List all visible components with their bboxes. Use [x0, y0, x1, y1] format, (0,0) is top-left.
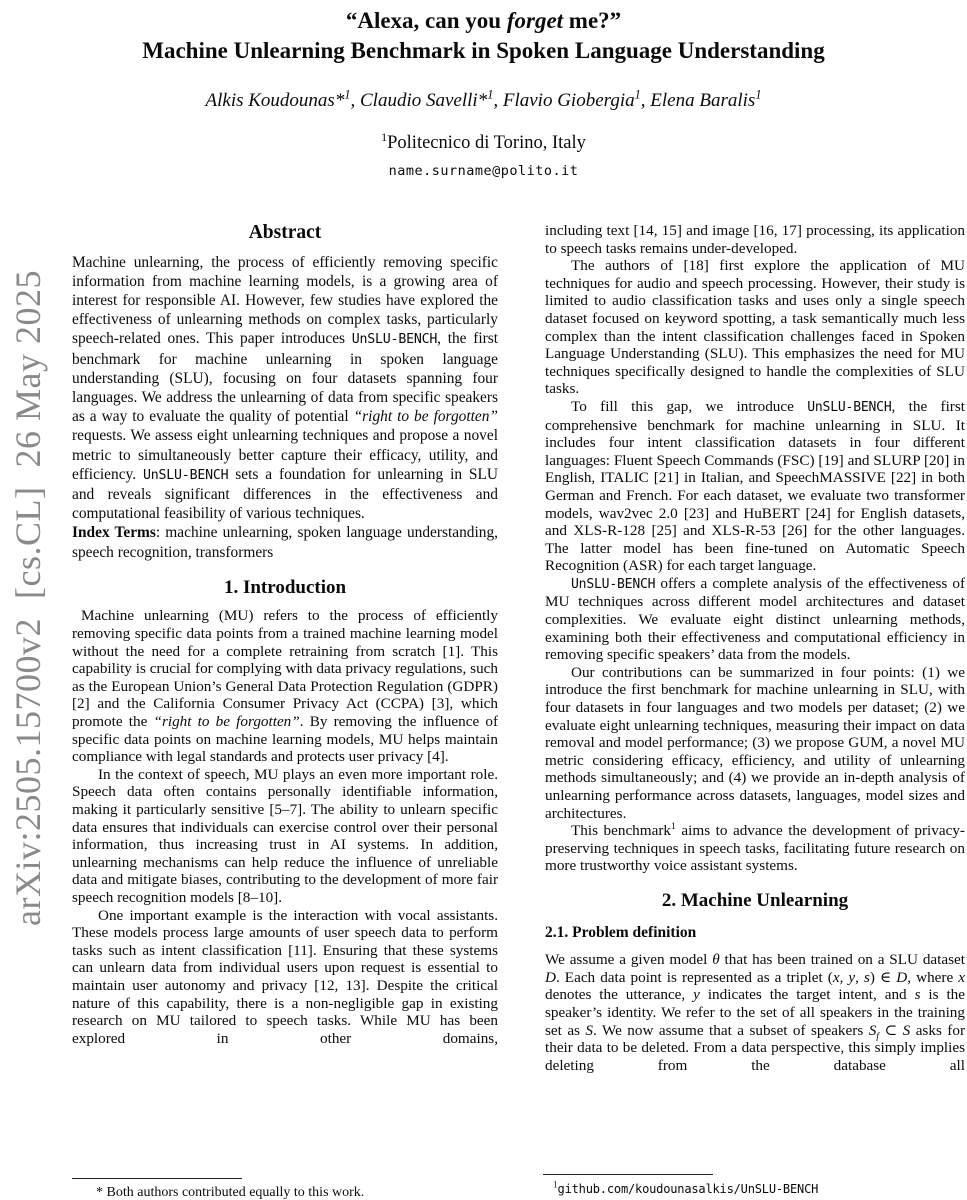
left-column	[72, 222, 498, 1174]
right-paragraph-continuation: including text [14, 15] and image [16, 17] processing, its application to speech tasks remains under-developed.	[545, 222, 965, 257]
abstract-block	[72, 224, 498, 562]
section-2-heading: 2. Machine Unlearning	[661, 889, 849, 911]
footnote-rule-left	[72, 1178, 242, 1179]
arxiv-watermark: arXiv:2505.15700v2 [cs.CL] 26 May 2025	[8, 270, 48, 926]
intro-paragraph-1: Machine unlearning (MU) refers to the process of efficiently removing specific data points from a trained machine learning model without the need for a complete retraining from scratch [1]. This capability is crucial for complying with data privacy regulations, such as the European Union’s General Data Protection Regulation (GDPR) [2] and the California Consumer Privacy Act (CCPA) [3], which promote the “right to be forgotten”. By removing the influence of specific data points on machine learning models, MU helps maintain compliance with legal standards and protects user privacy [4].	[72, 607, 498, 766]
footnote-right	[543, 1174, 967, 1198]
problem-definition-paragraph: We assume a given model θ that has been trained on a SLU dataset D. Each data point is represented as a triplet (x, y, s) ∈ D, where x denotes the utterance, y indicates the target intent, and s is the speaker’s identity. We refer to the set of all speakers in the training set as S. We now assume that a subset of speakers $S_f$ ⊂ S asks for their data to be deleted. From a data perspective, this simply implies deleting from the database all	[545, 951, 965, 1074]
title-line2: Machine Unlearning Benchmark in Spoken Language Understanding	[142, 38, 825, 63]
index-terms: Index Terms: machine unlearning, spoken language understanding, speech recognition, transformers	[72, 524, 498, 561]
email-line: name.surname@polito.it	[388, 163, 579, 179]
footnote-left	[72, 1178, 498, 1200]
abstract-heading: Abstract	[248, 222, 322, 243]
subsection-2-1-heading: 2.1. Problem definition	[545, 923, 697, 941]
right-paragraph-4: UnSLU-BENCH offers a complete analysis of the effectiveness of MU techniques across different model architectures and dataset complexities. We evaluate eight distinct unlearning methods, examining both their effectiveness and computational efficiency in removing specific speakers’ data from the models.	[545, 574, 965, 664]
paper-header	[0, 6, 967, 179]
right-paragraph-6: This benchmark$^1$ aims to advance the development of privacy-preserving techniques in speech tasks, facilitating future research on more trustworthy voice assistant systems.	[545, 821, 965, 875]
affiliation-line: $^1$Politecnico di Torino, Italy	[381, 129, 586, 153]
footnote-github-link[interactable]: $^1$github.com/koudounasalkis/UnSLU-BENCH	[553, 1179, 819, 1196]
right-paragraph-2: The authors of [18] first explore the application of MU techniques for audio and speech processing. However, their study is limited to audio classification tasks and uses only a single speech dataset focused on keyword spotting, a task semantically much less complex than the intent classification challenges faced in Spoken Language Understanding (SLU). This emphasizes the need for MU techniques specifically designed to handle the complexities of SLU tasks.	[545, 257, 965, 398]
right-paragraph-3: To fill this gap, we introduce UnSLU-BENCH, the first comprehensive benchmark for machine unlearning in SLU. It includes four intent classification datasets in four different languages: Fluent Speech Commands (FSC) [19] and SLURP [20] in English, ITALIC [21] in Italian, and SpeechMASSIVE [22] in both German and French. For each dataset, we evaluate two transformer models, wav2vec 2.0 [23] and HuBERT [24] for English datasets, and XLS-R-128 [25] and XLS-R-53 [26] for the other languages. The latter model has been fine-tuned on Automatic Speech Recognition (ASR) for each target language.	[545, 397, 965, 575]
authors-line: Alkis Koudounas*$^1$, Claudio Savelli*$^1$, Flavio Giobergia$^1$, Elena Baralis$^1$	[205, 87, 762, 111]
section-1-heading: 1. Introduction	[223, 576, 347, 598]
intro-paragraph-3: One important example is the interaction with vocal assistants. These models process large amounts of user speech data to perform tasks such as intent classification [11]. Ensuring that these systems can unlearn data from individual users upon request is essential to maintain user autonomy and privacy [12, 13]. Despite the critical nature of this capability, there is a non-negligible gap in existing research on MU tailored to speech tasks. While MU has been explored in other domains,	[72, 906, 498, 1047]
footnote-rule-right	[543, 1174, 713, 1175]
title-line1: “Alexa, can you forget me?”	[345, 8, 622, 33]
paper-title	[0, 6, 967, 66]
abstract-paragraph: Machine unlearning, the process of efficiently removing specific information from machine learning models, is a growing area of interest for responsible AI. However, few studies have explored the effectiveness of unlearning methods on complex tasks, particularly speech-related ones. This paper introduces UnSLU-BENCH, the first benchmark for machine unlearning in spoken language understanding (SLU), focusing on four datasets spanning four languages. We address the unlearning of data from specific speakers as a way to evaluate the quality of potential “right to be forgotten” requests. We assess eight unlearning techniques and propose a novel metric to simultaneously better capture their efficacy, utility, and efficiency. UnSLU-BENCH sets a foundation for unlearning in SLU and reveals significant differences in the effectiveness and computational feasibility of various techniques.	[72, 253, 498, 523]
intro-paragraph-2: In the context of speech, MU plays an even more important role. Speech data often contains personally identifiable information, making it particularly sensitive [5–7]. The ability to unlearn specific data ensures that individuals can exercise control over their personal information, thus increasing trust in AI systems. In addition, unlearning mechanisms can help reduce the influence of unreliable data and mitigate biases, contributing to the development of more fair speech recognition models [8–10].	[72, 765, 498, 906]
right-column	[545, 222, 965, 1174]
footnote-left-text: * Both authors contributed equally to this work.	[96, 1185, 365, 1200]
right-paragraph-5: Our contributions can be summarized in four points: (1) we introduce the first benchmark for machine unlearning in SLU, with four datasets in four languages and two models per dataset; (2) we evaluate eight unlearning techniques, measuring their impact on data removal and model performance; (3) we propose GUM, a novel MU metric considering efficacy, efficiency, and utility of unlearning methods simultaneously; and (4) we provide an in-depth analysis of unlearning performance across datasets, languages, model sizes and architectures.	[545, 663, 965, 822]
